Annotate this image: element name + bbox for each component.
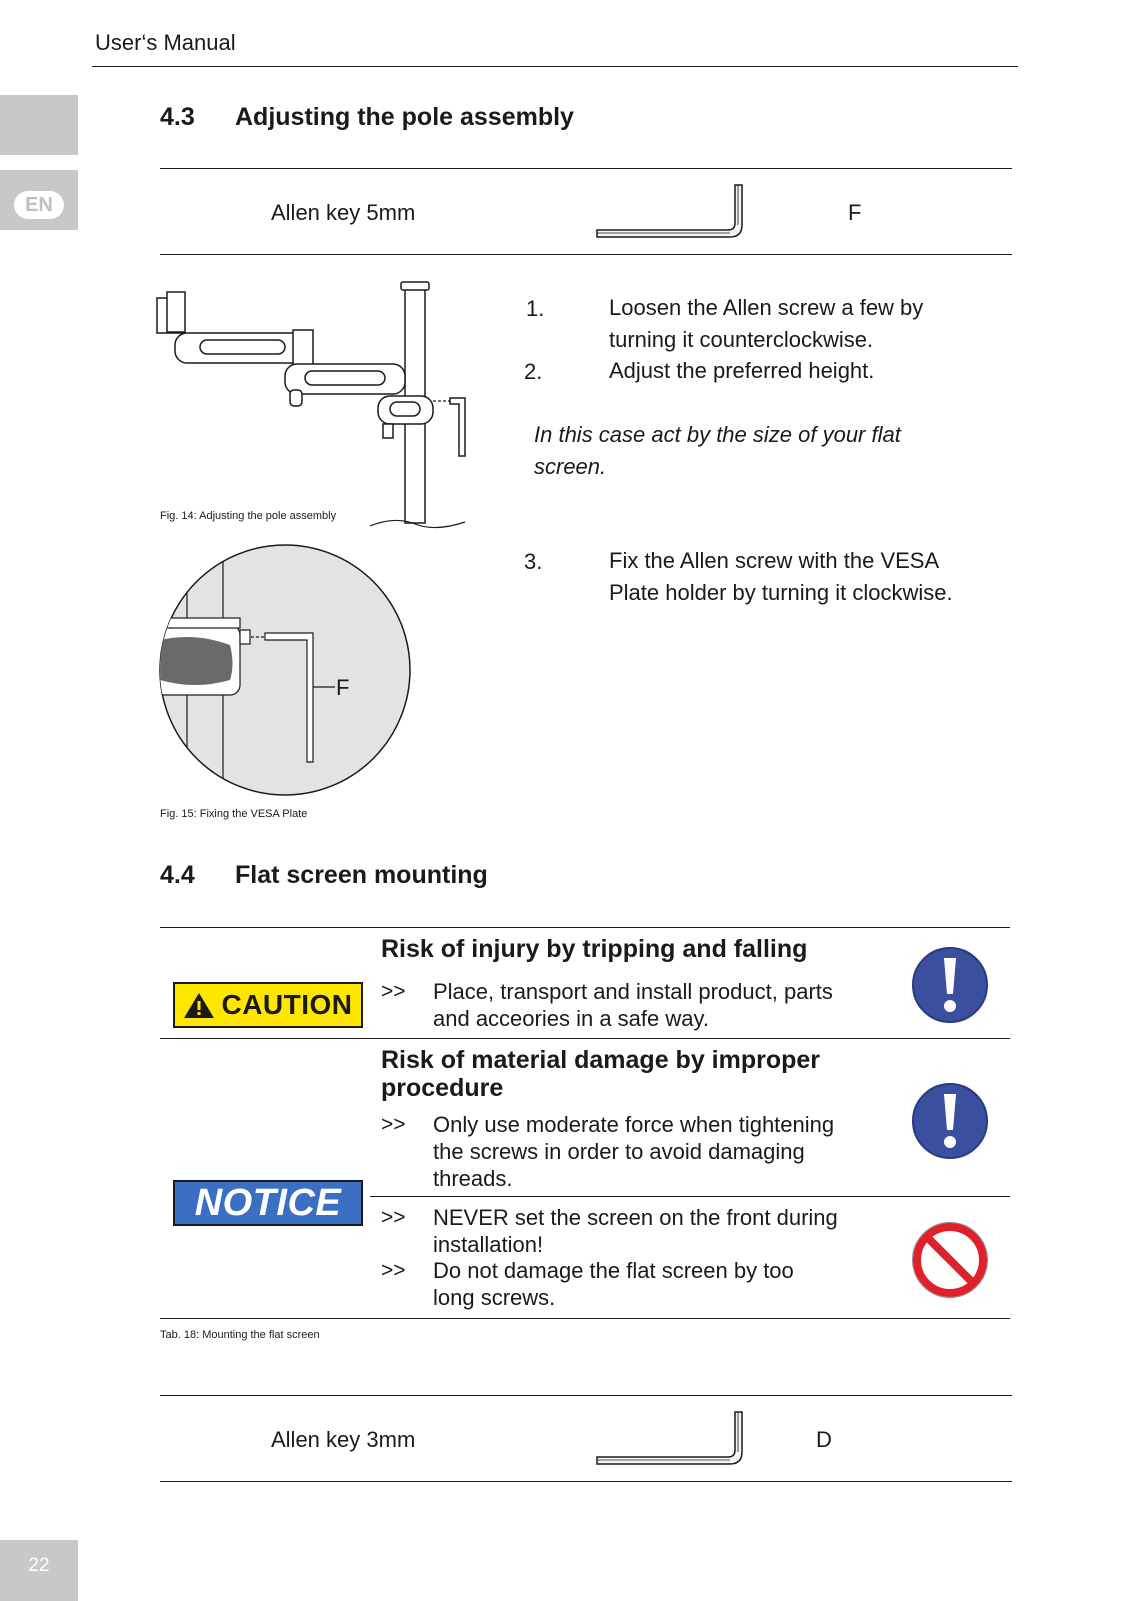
- bullet-text: [433, 978, 833, 1032]
- bullet-line: and acceories in a safe way.: [433, 1006, 709, 1031]
- mandatory-exclamation-icon: [911, 1082, 989, 1160]
- step-text-line: Loosen the Allen screw a few by: [609, 295, 924, 320]
- tool-table-top-rule: [160, 168, 1012, 169]
- safety-table-top-rule: [160, 927, 1010, 928]
- bullet-text: [433, 1111, 834, 1192]
- tool-label: Allen key 5mm: [271, 200, 416, 225]
- language-badge: EN: [14, 191, 64, 219]
- caution-badge: [173, 982, 363, 1028]
- bullet-line: Place, transport and install product, parts: [433, 979, 833, 1004]
- notice-badge: [173, 1180, 363, 1226]
- risk-title-line: procedure: [381, 1074, 504, 1102]
- section-number: 4.3: [160, 103, 195, 131]
- note-line: In this case act by the size of your flat: [534, 422, 901, 447]
- manual-title: User‘s Manual: [95, 30, 236, 55]
- bullet-text: [433, 1257, 794, 1311]
- notice-label: NOTICE: [194, 1181, 342, 1224]
- step-text: Adjust the preferred height.: [609, 358, 875, 383]
- warning-triangle-icon: [183, 991, 215, 1019]
- bullet-mark: >>: [381, 1113, 406, 1136]
- bullet-line: long screws.: [433, 1285, 556, 1310]
- mandatory-exclamation-icon: [911, 946, 989, 1024]
- section-title: Adjusting the pole assembly: [235, 103, 574, 131]
- safety-table-row-rule: [160, 1038, 1010, 1039]
- step-text: [609, 292, 923, 356]
- header-divider: [92, 66, 1018, 67]
- allen-key-icon: [592, 180, 747, 242]
- bullet-mark: >>: [381, 980, 406, 1003]
- step-text-line: Fix the Allen screw with the VESA: [609, 548, 940, 573]
- page-number: 22: [28, 1555, 50, 1576]
- tool-table-top-rule: [160, 1395, 1012, 1396]
- step-number: 3.: [524, 549, 543, 574]
- tool-code: F: [848, 200, 862, 225]
- step-text-line: turning it counterclockwise.: [609, 327, 874, 352]
- step-text: [609, 545, 953, 609]
- table-caption: Tab. 18: Mounting the flat screen: [160, 1329, 320, 1341]
- bullet-mark: >>: [381, 1206, 406, 1229]
- safety-table-bottom-rule: [160, 1318, 1010, 1319]
- caution-label: CAUTION: [221, 989, 353, 1020]
- figure-callout-label: F: [336, 675, 350, 700]
- bullet-line: Do not damage the flat screen by too: [433, 1258, 794, 1283]
- tool-table-bottom-rule: [160, 1481, 1012, 1482]
- figure-caption: Fig. 14: Adjusting the pole assembly: [160, 510, 337, 522]
- bullet-line: NEVER set the screen on the front during: [433, 1205, 838, 1230]
- vesa-plate-detail-illustration: [155, 540, 415, 800]
- section-title: Flat screen mounting: [235, 861, 488, 889]
- risk-title-line: Risk of material damage by improper: [381, 1046, 821, 1074]
- allen-key-icon: [592, 1407, 747, 1469]
- prohibition-icon: [911, 1221, 989, 1299]
- step-number: 2.: [524, 359, 543, 384]
- risk-title: [381, 1046, 820, 1102]
- bullet-mark: >>: [381, 1259, 406, 1282]
- bullet-line: threads.: [433, 1166, 513, 1191]
- figure-caption: Fig. 15: Fixing the VESA Plate: [160, 808, 308, 820]
- section-number: 4.4: [160, 861, 195, 889]
- bullet-line: the screws in order to avoid damaging: [433, 1139, 805, 1164]
- bullet-line: Only use moderate force when tightening: [433, 1112, 835, 1137]
- notice-inner-rule: [370, 1196, 1010, 1197]
- tool-label: Allen key 3mm: [271, 1427, 416, 1452]
- side-tab-top: [0, 95, 78, 155]
- step-number: 1.: [526, 296, 545, 321]
- risk-title: Risk of injury by tripping and falling: [381, 935, 808, 963]
- bullet-text: [433, 1204, 838, 1258]
- note-line: screen.: [534, 454, 607, 479]
- note-text: [534, 419, 901, 483]
- step-text-line: Plate holder by turning it clockwise.: [609, 580, 953, 605]
- tool-table-bottom-rule: [160, 254, 1012, 255]
- pole-assembly-illustration: [155, 278, 475, 533]
- bullet-line: installation!: [433, 1232, 544, 1257]
- tool-code: D: [816, 1427, 832, 1452]
